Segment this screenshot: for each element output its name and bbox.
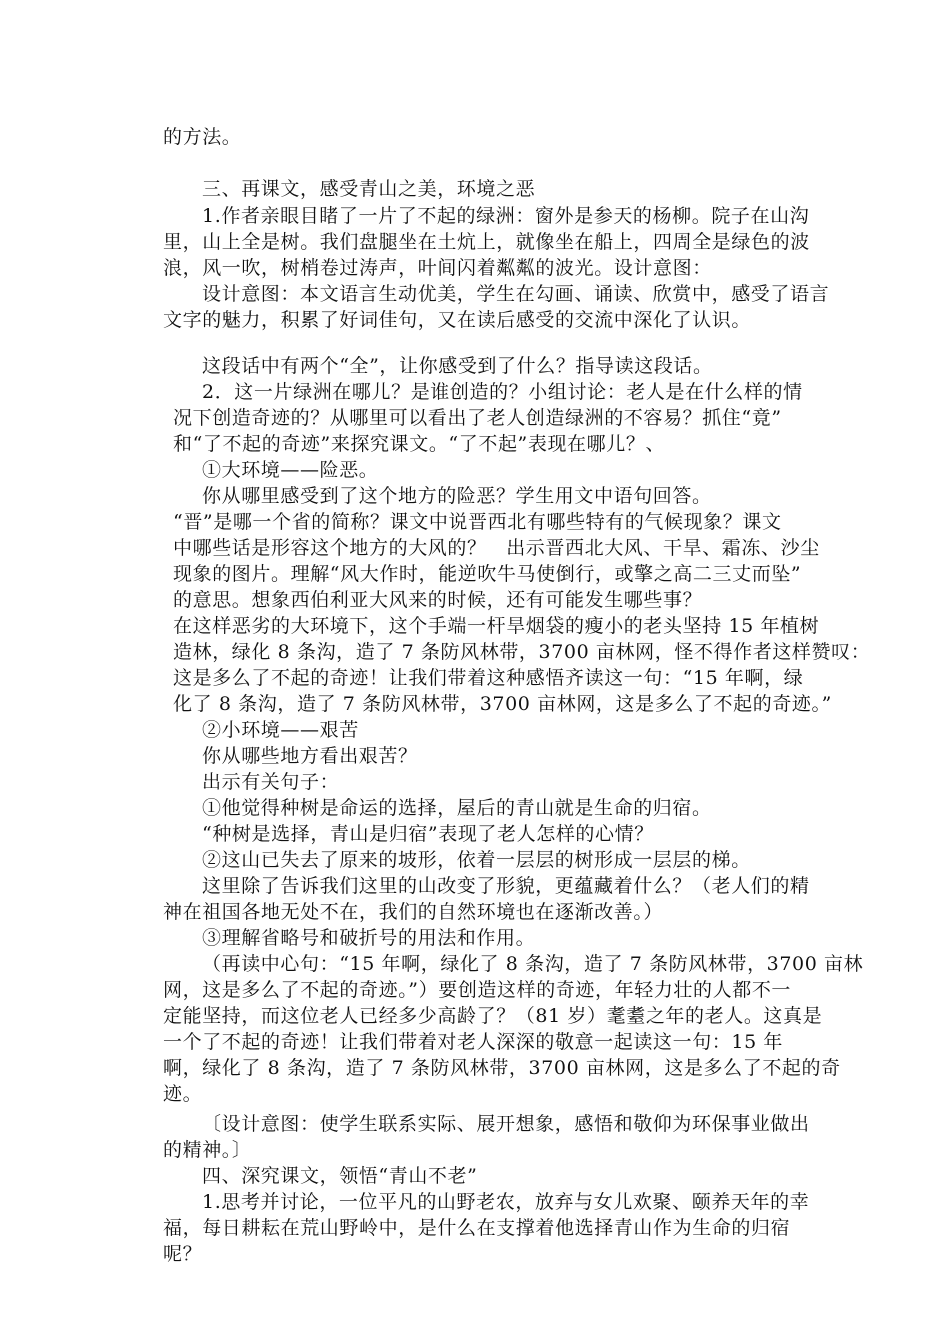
- text-line: ①他觉得种树是命运的选择，屋后的青山就是生命的归宿。: [202, 797, 712, 819]
- text-line: 福，每日耕耘在荒山野岭中，是什么在支撑着他选择青山作为生命的归宿: [163, 1217, 791, 1239]
- text-line: “种树是选择，青山是归宿”表现了老人怎样的心情？: [202, 823, 654, 845]
- text-line: 一个了不起的奇迹！让我们带着对老人深深的敬意一起读这一句：15 年: [163, 1031, 784, 1053]
- text-line: 1.作者亲眼目睹了一片了不起的绿洲：窗外是参天的杨柳。院子在山沟: [202, 205, 810, 227]
- text-line: 这是多么了不起的奇迹！让我们带着这种感悟齐读这一句：“15 年啊，绿: [173, 667, 804, 689]
- text-line: ②这山已失去了原来的坡形，依着一层层的树形成一层层的梯。: [202, 849, 751, 871]
- text-line: 和“了不起的奇迹”来探究课文。“了不起”表现在哪儿？、: [173, 433, 666, 455]
- text-line: 网，这是多么了不起的奇迹。”）要创造这样的奇迹，年轻力壮的人都不一: [163, 979, 792, 1001]
- text-line: 出示有关句子：: [202, 771, 340, 793]
- text-line: 〔设计意图：使学生联系实际、展开想象，感悟和敬仰为环保事业做出: [202, 1113, 810, 1135]
- text-line: “晋”是哪一个省的简称？课文中说晋西北有哪些特有的气候现象？课文: [173, 511, 782, 533]
- subheading-line: ①大环境——险恶。: [202, 459, 379, 481]
- text-line: 这里除了告诉我们这里的山改变了形貌，更蕴藏着什么？（老人们的精: [202, 875, 810, 897]
- text-line: 现象的图片。理解“风大作时，能逆吹牛马使倒行，或擎之高二三丈而坠”: [173, 563, 802, 585]
- text-line: 化了 8 条沟，造了 7 条防风林带，3700 亩林网，这是多么了不起的奇迹。”: [173, 693, 832, 715]
- text-line: 这段话中有两个“全”，让你感受到了什么？指导读这段话。: [202, 355, 713, 377]
- text-line: 啊，绿化了 8 条沟，造了 7 条防风林带，3700 亩林网，这是多么了不起的奇: [163, 1057, 841, 1079]
- text-line: 的意思。想象西伯利亚大风来的时候，还有可能发生哪些事？: [173, 589, 703, 611]
- text-line: 神在祖国各地无处不在，我们的自然环境也在逐渐改善。）: [163, 901, 664, 923]
- text-line: 定能坚持，而这位老人已经多少高龄了？（81 岁）耄耋之年的老人。这真是: [163, 1005, 823, 1027]
- text-line: 你从哪些地方看出艰苦？: [202, 745, 418, 767]
- text-line: ③理解省略号和破折号的用法和作用。: [202, 927, 536, 949]
- text-line: 里，山上全是树。我们盘腿坐在土炕上，就像坐在船上，四周全是绿色的波: [163, 231, 810, 253]
- text-line: 迹。: [163, 1083, 203, 1105]
- text-line: 的方法。: [163, 126, 242, 148]
- text-line: 你从哪里感受到了这个地方的险恶？学生用文中语句回答。: [202, 485, 712, 507]
- subheading-line: ②小环境——艰苦: [202, 719, 359, 741]
- text-line: 中哪些话是形容这个地方的大风的？ 出示晋西北大风、干旱、霜冻、沙尘: [173, 537, 820, 559]
- section-heading: 四、深究课文，领悟“青山不老”: [202, 1165, 478, 1187]
- text-line: 浪，风一吹，树梢卷过涛声，叶间闪着粼粼的波光。设计意图：: [163, 257, 712, 279]
- text-line: 1.思考并讨论，一位平凡的山野老农，放弃与女儿欢聚、颐养天年的幸: [202, 1191, 810, 1213]
- text-line: 2．这一片绿洲在哪儿？是谁创造的？小组讨论：老人是在什么样的情: [202, 381, 803, 403]
- section-heading: 三、再课文，感受青山之美，环境之恶: [202, 178, 536, 200]
- text-line: 设计意图：本文语言生动优美，学生在勾画、诵读、欣赏中，感受了语言: [202, 283, 830, 305]
- text-line: 况下创造奇迹的？从哪里可以看出了老人创造绿洲的不容易？抓住“竟”: [173, 407, 782, 429]
- text-line: 造林，绿化 8 条沟，造了 7 条防风林带，3700 亩林网，怪不得作者这样赞叹：: [173, 641, 871, 663]
- text-line: （再读中心句：“15 年啊，绿化了 8 条沟，造了 7 条防风林带，3700 亩林: [202, 953, 864, 975]
- text-line: 文字的魅力，积累了好词佳句，又在读后感受的交流中深化了认识。: [163, 309, 752, 331]
- text-line: 在这样恶劣的大环境下，这个手端一杆旱烟袋的瘦小的老头坚持 15 年植树: [173, 615, 820, 637]
- text-line: 呢？: [163, 1243, 203, 1265]
- text-line: 的精神。〕: [163, 1139, 252, 1161]
